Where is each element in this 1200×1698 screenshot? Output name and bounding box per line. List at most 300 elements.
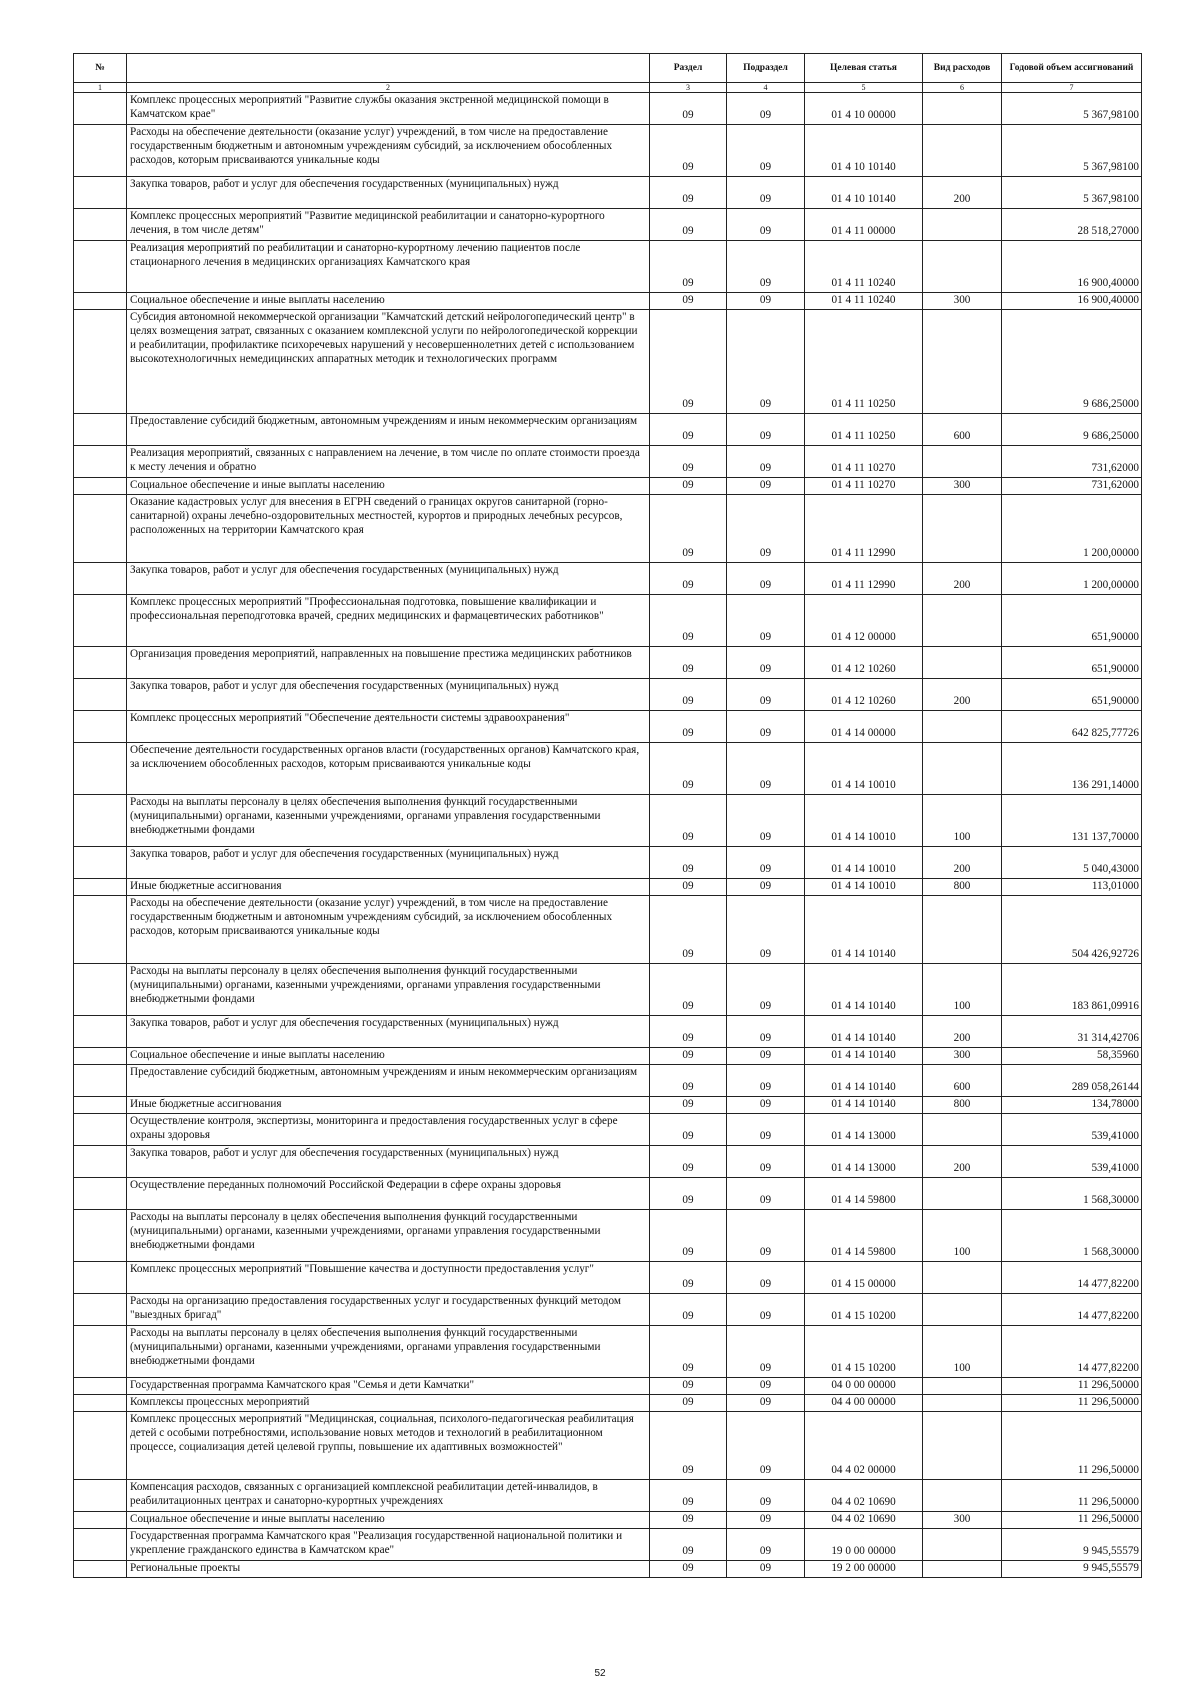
cell-name: Расходы на выплаты персоналу в целях обеспечения выполнения функций государственными (муниципальными) органами, казенными учреждениями, органами управления государственными внебюджетными фондами [127,1210,650,1262]
colnum: 1 [74,83,127,93]
cell-amount: 651,90000 [1002,595,1142,647]
cell-name: Закупка товаров, работ и услуг для обеспечения государственных (муниципальных) нужд [127,177,650,209]
cell-amount: 9 945,55579 [1002,1529,1142,1561]
table-row [74,647,1142,679]
cell-tselevaya: 01 4 14 10140 [805,964,923,1016]
cell-vid [923,1114,1002,1146]
cell-tselevaya: 01 4 11 10240 [805,293,923,310]
cell-vid [923,125,1002,177]
cell-name: Закупка товаров, работ и услуг для обеспечения государственных (муниципальных) нужд [127,1146,650,1178]
cell-razdel: 09 [650,1294,727,1326]
page-number: 52 [594,1668,606,1679]
cell-razdel: 09 [650,1065,727,1097]
cell-no [74,1016,127,1048]
cell-name: Расходы на выплаты персоналу в целях обеспечения выполнения функций государственными (муниципальными) органами, казенными учреждениями, органами управления государственными внебюджетными фондами [127,964,650,1016]
cell-tselevaya: 01 4 15 10200 [805,1294,923,1326]
cell-podrazdel: 09 [727,1210,805,1262]
cell-razdel: 09 [650,1480,727,1512]
table-row [74,1480,1142,1512]
table-row [74,743,1142,795]
cell-vid [923,647,1002,679]
cell-tselevaya: 01 4 14 00000 [805,711,923,743]
cell-amount: 14 477,82200 [1002,1294,1142,1326]
cell-no [74,795,127,847]
cell-podrazdel: 09 [727,495,805,563]
cell-name: Комплекс процессных мероприятий "Обеспечение деятельности системы здравоохранения" [127,711,650,743]
cell-name: Закупка товаров, работ и услуг для обеспечения государственных (муниципальных) нужд [127,1016,650,1048]
cell-tselevaya: 01 4 14 59800 [805,1210,923,1262]
cell-no [74,1326,127,1378]
cell-name: Социальное обеспечение и иные выплаты населению [127,293,650,310]
cell-no [74,1146,127,1178]
cell-name: Комплекс процессных мероприятий "Повышение качества и доступности предоставления услуг" [127,1262,650,1294]
cell-amount: 1 568,30000 [1002,1178,1142,1210]
cell-razdel: 09 [650,293,727,310]
table-row [74,964,1142,1016]
cell-razdel: 09 [650,1048,727,1065]
cell-no [74,125,127,177]
cell-tselevaya: 01 4 12 10260 [805,647,923,679]
cell-name: Закупка товаров, работ и услуг для обеспечения государственных (муниципальных) нужд [127,679,650,711]
cell-tselevaya: 01 4 11 10250 [805,414,923,446]
cell-podrazdel: 09 [727,1294,805,1326]
cell-podrazdel: 09 [727,446,805,478]
cell-name: Государственная программа Камчатского края "Семья и дети Камчатки" [127,1378,650,1395]
cell-no [74,711,127,743]
cell-razdel: 09 [650,1097,727,1114]
cell-amount: 1 568,30000 [1002,1210,1142,1262]
cell-podrazdel: 09 [727,1529,805,1561]
cell-vid: 800 [923,879,1002,896]
cell-amount: 642 825,77726 [1002,711,1142,743]
cell-amount: 9 686,25000 [1002,414,1142,446]
cell-amount: 504 426,92726 [1002,896,1142,964]
cell-amount: 16 900,40000 [1002,241,1142,293]
cell-name: Комплекс процессных мероприятий "Развитие службы оказания экстренной медицинской помощи в Камчатском крае" [127,93,650,125]
cell-vid: 100 [923,795,1002,847]
header-tselevaya: Целевая статья [805,54,923,83]
cell-tselevaya: 01 4 10 10140 [805,125,923,177]
cell-name: Комплекс процессных мероприятий "Развитие медицинской реабилитации и санаторно-курортного лечения, в том числе детям" [127,209,650,241]
table-row [74,679,1142,711]
cell-name: Социальное обеспечение и иные выплаты населению [127,478,650,495]
cell-no [74,1480,127,1512]
cell-no [74,896,127,964]
cell-tselevaya: 04 4 02 10690 [805,1512,923,1529]
cell-vid [923,1561,1002,1578]
cell-vid: 100 [923,964,1002,1016]
cell-podrazdel: 09 [727,478,805,495]
cell-razdel: 09 [650,177,727,209]
cell-amount: 16 900,40000 [1002,293,1142,310]
table-row [74,1529,1142,1561]
cell-tselevaya: 01 4 14 13000 [805,1146,923,1178]
cell-no [74,1561,127,1578]
cell-no [74,93,127,125]
table-row [74,1048,1142,1065]
cell-name: Реализация мероприятий, связанных с направлением на лечение, в том числе по оплате стоимости проезда к месту лечения и обратно [127,446,650,478]
cell-name: Обеспечение деятельности государственных органов власти (государственных органов) Камчатского края, за исключением обособленных расходов, которым присваиваются уникальные коды [127,743,650,795]
cell-podrazdel: 09 [727,241,805,293]
cell-tselevaya: 04 4 02 00000 [805,1412,923,1480]
colnum: 6 [923,83,1002,93]
cell-vid [923,1378,1002,1395]
cell-podrazdel: 09 [727,595,805,647]
cell-no [74,1178,127,1210]
cell-no [74,595,127,647]
cell-podrazdel: 09 [727,847,805,879]
table-row [74,879,1142,896]
cell-podrazdel: 09 [727,1114,805,1146]
table-row [74,1326,1142,1378]
table-row [74,495,1142,563]
cell-razdel: 09 [650,847,727,879]
cell-podrazdel: 09 [727,964,805,1016]
cell-no [74,1262,127,1294]
cell-no [74,209,127,241]
table-row [74,1114,1142,1146]
table-header-row [74,54,1142,83]
cell-name: Комплексы процессных мероприятий [127,1395,650,1412]
cell-amount: 28 518,27000 [1002,209,1142,241]
cell-name: Предоставление субсидий бюджетным, автономным учреждениям и иным некоммерческим организациям [127,1065,650,1097]
cell-amount: 9 686,25000 [1002,310,1142,414]
cell-vid: 600 [923,414,1002,446]
colnum: 2 [127,83,650,93]
cell-tselevaya: 01 4 14 10140 [805,896,923,964]
cell-vid: 300 [923,293,1002,310]
table-row [74,563,1142,595]
cell-podrazdel: 09 [727,1178,805,1210]
cell-amount: 731,62000 [1002,446,1142,478]
cell-podrazdel: 09 [727,1561,805,1578]
cell-name: Расходы на выплаты персоналу в целях обеспечения выполнения функций государственными (муниципальными) органами, казенными учреждениями, органами управления государственными внебюджетными фондами [127,1326,650,1378]
cell-razdel: 09 [650,964,727,1016]
cell-razdel: 09 [650,310,727,414]
cell-amount: 651,90000 [1002,679,1142,711]
table-row [74,177,1142,209]
cell-amount: 9 945,55579 [1002,1561,1142,1578]
cell-amount: 58,35960 [1002,1048,1142,1065]
cell-podrazdel: 09 [727,1146,805,1178]
cell-amount: 651,90000 [1002,647,1142,679]
cell-tselevaya: 01 4 14 13000 [805,1114,923,1146]
cell-name: Иные бюджетные ассигнования [127,1097,650,1114]
cell-podrazdel: 09 [727,93,805,125]
cell-name: Государственная программа Камчатского края "Реализация государственной национальной политики и укрепление гражданского единства в Камчатском крае" [127,1529,650,1561]
budget-table [73,53,1142,1578]
cell-amount: 5 367,98100 [1002,93,1142,125]
cell-tselevaya: 04 0 00 00000 [805,1378,923,1395]
cell-vid [923,1480,1002,1512]
cell-vid [923,310,1002,414]
cell-no [74,293,127,310]
cell-vid [923,1262,1002,1294]
cell-tselevaya: 01 4 11 10270 [805,446,923,478]
cell-vid [923,743,1002,795]
cell-vid [923,1178,1002,1210]
cell-vid [923,241,1002,293]
cell-razdel: 09 [650,1512,727,1529]
table-row [74,1065,1142,1097]
cell-amount: 289 058,26144 [1002,1065,1142,1097]
cell-tselevaya: 01 4 14 10140 [805,1065,923,1097]
cell-razdel: 09 [650,595,727,647]
cell-no [74,1529,127,1561]
cell-tselevaya: 01 4 15 00000 [805,1262,923,1294]
cell-name: Иные бюджетные ассигнования [127,879,650,896]
cell-razdel: 09 [650,1016,727,1048]
header-no: № [74,54,127,83]
cell-podrazdel: 09 [727,1016,805,1048]
cell-razdel: 09 [650,93,727,125]
cell-razdel: 09 [650,711,727,743]
cell-name: Субсидия автономной некоммерческой организации "Камчатский детский нейрологопедический центр" в целях возмещения затрат, связанных с оказанием комплексной услуги по нейрологопедической коррекции и реабилитации, профилактике психоречевых нарушений у несовершеннолетних детей с использованием высокотехнологичных немедицинских аппаратных методик и технологических программ [127,310,650,414]
cell-amount: 1 200,00000 [1002,563,1142,595]
cell-no [74,679,127,711]
cell-vid: 200 [923,563,1002,595]
cell-vid: 200 [923,1146,1002,1178]
cell-no [74,310,127,414]
table-row [74,241,1142,293]
cell-name: Оказание кадастровых услуг для внесения в ЕГРН сведений о границах округов санитарной (горно-санитарной) охраны лечебно-оздоровительных местностей, курортов и природных лечебных ресурсов, расположенных на территории Камчатского края [127,495,650,563]
cell-tselevaya: 01 4 14 10010 [805,743,923,795]
cell-vid [923,896,1002,964]
cell-name: Организация проведения мероприятий, направленных на повышение престижа медицинских работников [127,647,650,679]
cell-podrazdel: 09 [727,1097,805,1114]
table-row [74,1146,1142,1178]
cell-vid [923,711,1002,743]
cell-podrazdel: 09 [727,1326,805,1378]
cell-name: Расходы на выплаты персоналу в целях обеспечения выполнения функций государственными (муниципальными) органами, казенными учреждениями, органами управления государственными внебюджетными фондами [127,795,650,847]
cell-tselevaya: 01 4 14 10010 [805,795,923,847]
cell-no [74,1294,127,1326]
cell-tselevaya: 01 4 14 10140 [805,1048,923,1065]
cell-amount: 11 296,50000 [1002,1378,1142,1395]
cell-amount: 134,78000 [1002,1097,1142,1114]
cell-podrazdel: 09 [727,896,805,964]
cell-razdel: 09 [650,1412,727,1480]
cell-razdel: 09 [650,879,727,896]
cell-tselevaya: 01 4 11 10250 [805,310,923,414]
cell-vid: 200 [923,847,1002,879]
cell-amount: 14 477,82200 [1002,1326,1142,1378]
cell-amount: 31 314,42706 [1002,1016,1142,1048]
cell-podrazdel: 09 [727,647,805,679]
cell-name: Расходы на обеспечение деятельности (оказание услуг) учреждений, в том числе на предоставление государственным бюджетным и автономным учреждениям субсидий, за исключением обособленных расходов, которым присваиваются уникальные коды [127,896,650,964]
cell-no [74,647,127,679]
cell-amount: 731,62000 [1002,478,1142,495]
cell-no [74,1378,127,1395]
table-row [74,896,1142,964]
cell-vid [923,1529,1002,1561]
cell-razdel: 09 [650,241,727,293]
budget-table-sheet [73,53,1141,1578]
table-row [74,1016,1142,1048]
cell-podrazdel: 09 [727,177,805,209]
cell-podrazdel: 09 [727,1412,805,1480]
cell-podrazdel: 09 [727,1395,805,1412]
cell-amount: 136 291,14000 [1002,743,1142,795]
cell-vid [923,1395,1002,1412]
cell-tselevaya: 01 4 10 00000 [805,93,923,125]
cell-amount: 539,41000 [1002,1114,1142,1146]
table-row [74,847,1142,879]
header-razdel: Раздел [650,54,727,83]
cell-tselevaya: 01 4 10 10140 [805,177,923,209]
cell-tselevaya: 19 2 00 00000 [805,1561,923,1578]
cell-no [74,879,127,896]
cell-razdel: 09 [650,1114,727,1146]
cell-tselevaya: 01 4 11 12990 [805,495,923,563]
table-row [74,446,1142,478]
cell-vid: 200 [923,1016,1002,1048]
cell-amount: 539,41000 [1002,1146,1142,1178]
cell-podrazdel: 09 [727,414,805,446]
table-row [74,414,1142,446]
table-row [74,595,1142,647]
table-row [74,1412,1142,1480]
cell-no [74,446,127,478]
cell-tselevaya: 01 4 14 59800 [805,1178,923,1210]
table-row [74,1178,1142,1210]
cell-podrazdel: 09 [727,1065,805,1097]
table-row [74,1378,1142,1395]
cell-name: Региональные проекты [127,1561,650,1578]
cell-razdel: 09 [650,647,727,679]
cell-podrazdel: 09 [727,711,805,743]
table-row [74,209,1142,241]
cell-razdel: 09 [650,1262,727,1294]
cell-podrazdel: 09 [727,310,805,414]
cell-razdel: 09 [650,1378,727,1395]
table-row [74,125,1142,177]
cell-no [74,495,127,563]
cell-name: Закупка товаров, работ и услуг для обеспечения государственных (муниципальных) нужд [127,563,650,595]
cell-tselevaya: 01 4 14 10010 [805,879,923,896]
cell-razdel: 09 [650,795,727,847]
cell-vid [923,93,1002,125]
cell-razdel: 09 [650,125,727,177]
cell-tselevaya: 01 4 15 10200 [805,1326,923,1378]
cell-name: Комплекс процессных мероприятий "Медицинская, социальная, психолого-педагогическая реабилитация детей с особыми потребностями, использование новых методов и технологий в реабилитационном процессе, социализация детей целевой группы, повышение их адаптивных возможностей" [127,1412,650,1480]
cell-amount: 5 367,98100 [1002,125,1142,177]
cell-podrazdel: 09 [727,563,805,595]
cell-no [74,1097,127,1114]
cell-razdel: 09 [650,1210,727,1262]
cell-podrazdel: 09 [727,125,805,177]
table-row [74,93,1142,125]
cell-razdel: 09 [650,1146,727,1178]
cell-vid [923,495,1002,563]
cell-no [74,1114,127,1146]
cell-vid [923,446,1002,478]
table-row [74,1097,1142,1114]
cell-razdel: 09 [650,679,727,711]
cell-no [74,1412,127,1480]
cell-tselevaya: 01 4 14 10010 [805,847,923,879]
cell-podrazdel: 09 [727,879,805,896]
cell-amount: 11 296,50000 [1002,1512,1142,1529]
cell-amount: 5 367,98100 [1002,177,1142,209]
cell-tselevaya: 01 4 11 10240 [805,241,923,293]
cell-razdel: 09 [650,896,727,964]
cell-tselevaya: 01 4 12 10260 [805,679,923,711]
cell-vid [923,209,1002,241]
header-vid: Вид расходов [923,54,1002,83]
cell-name: Закупка товаров, работ и услуг для обеспечения государственных (муниципальных) нужд [127,847,650,879]
cell-name: Осуществление переданных полномочий Российской Федерации в сфере охраны здоровья [127,1178,650,1210]
table-row [74,1395,1142,1412]
cell-vid: 100 [923,1210,1002,1262]
cell-no [74,478,127,495]
cell-amount: 183 861,09916 [1002,964,1142,1016]
cell-podrazdel: 09 [727,679,805,711]
cell-no [74,241,127,293]
colnum: 4 [727,83,805,93]
cell-name: Комплекс процессных мероприятий "Профессиональная подготовка, повышение квалификации и профессиональная переподготовка врачей, средних медицинских и фармацевтических работников" [127,595,650,647]
table-row [74,1210,1142,1262]
table-row [74,711,1142,743]
cell-name: Осуществление контроля, экспертизы, мониторинга и предоставления государственных услуг в сфере охраны здоровья [127,1114,650,1146]
cell-razdel: 09 [650,1561,727,1578]
cell-tselevaya: 04 4 02 10690 [805,1480,923,1512]
cell-vid [923,595,1002,647]
table-row [74,478,1142,495]
cell-vid: 300 [923,1512,1002,1529]
cell-razdel: 09 [650,563,727,595]
cell-vid [923,1294,1002,1326]
cell-razdel: 09 [650,495,727,563]
table-row [74,1512,1142,1529]
cell-name: Реализация мероприятий по реабилитации и санаторно-курортному лечению пациентов после стационарного лечения в медицинских организациях Камчатского края [127,241,650,293]
column-number-row [74,83,1142,93]
cell-vid: 100 [923,1326,1002,1378]
cell-no [74,563,127,595]
cell-amount: 131 137,70000 [1002,795,1142,847]
cell-name: Социальное обеспечение и иные выплаты населению [127,1048,650,1065]
cell-no [74,1210,127,1262]
header-name [127,54,650,83]
cell-amount: 1 200,00000 [1002,495,1142,563]
cell-name: Расходы на организацию предоставления государственных услуг и государственных функций методом "выездных бригад" [127,1294,650,1326]
table-row [74,1561,1142,1578]
colnum: 5 [805,83,923,93]
cell-tselevaya: 19 0 00 00000 [805,1529,923,1561]
cell-podrazdel: 09 [727,293,805,310]
cell-tselevaya: 01 4 12 00000 [805,595,923,647]
cell-podrazdel: 09 [727,1512,805,1529]
cell-razdel: 09 [650,1529,727,1561]
header-podrazdel: Подраздел [727,54,805,83]
cell-vid: 200 [923,177,1002,209]
cell-vid: 600 [923,1065,1002,1097]
cell-podrazdel: 09 [727,1480,805,1512]
cell-razdel: 09 [650,1326,727,1378]
cell-razdel: 09 [650,743,727,795]
cell-tselevaya: 01 4 14 10140 [805,1016,923,1048]
cell-name: Предоставление субсидий бюджетным, автономным учреждениям и иным некоммерческим организациям [127,414,650,446]
cell-razdel: 09 [650,446,727,478]
cell-amount: 5 040,43000 [1002,847,1142,879]
table-row [74,1262,1142,1294]
cell-name: Социальное обеспечение и иные выплаты населению [127,1512,650,1529]
cell-no [74,1395,127,1412]
colnum: 7 [1002,83,1142,93]
header-amount: Годовой объем ассигнований [1002,54,1142,83]
cell-tselevaya: 01 4 11 00000 [805,209,923,241]
cell-razdel: 09 [650,1178,727,1210]
